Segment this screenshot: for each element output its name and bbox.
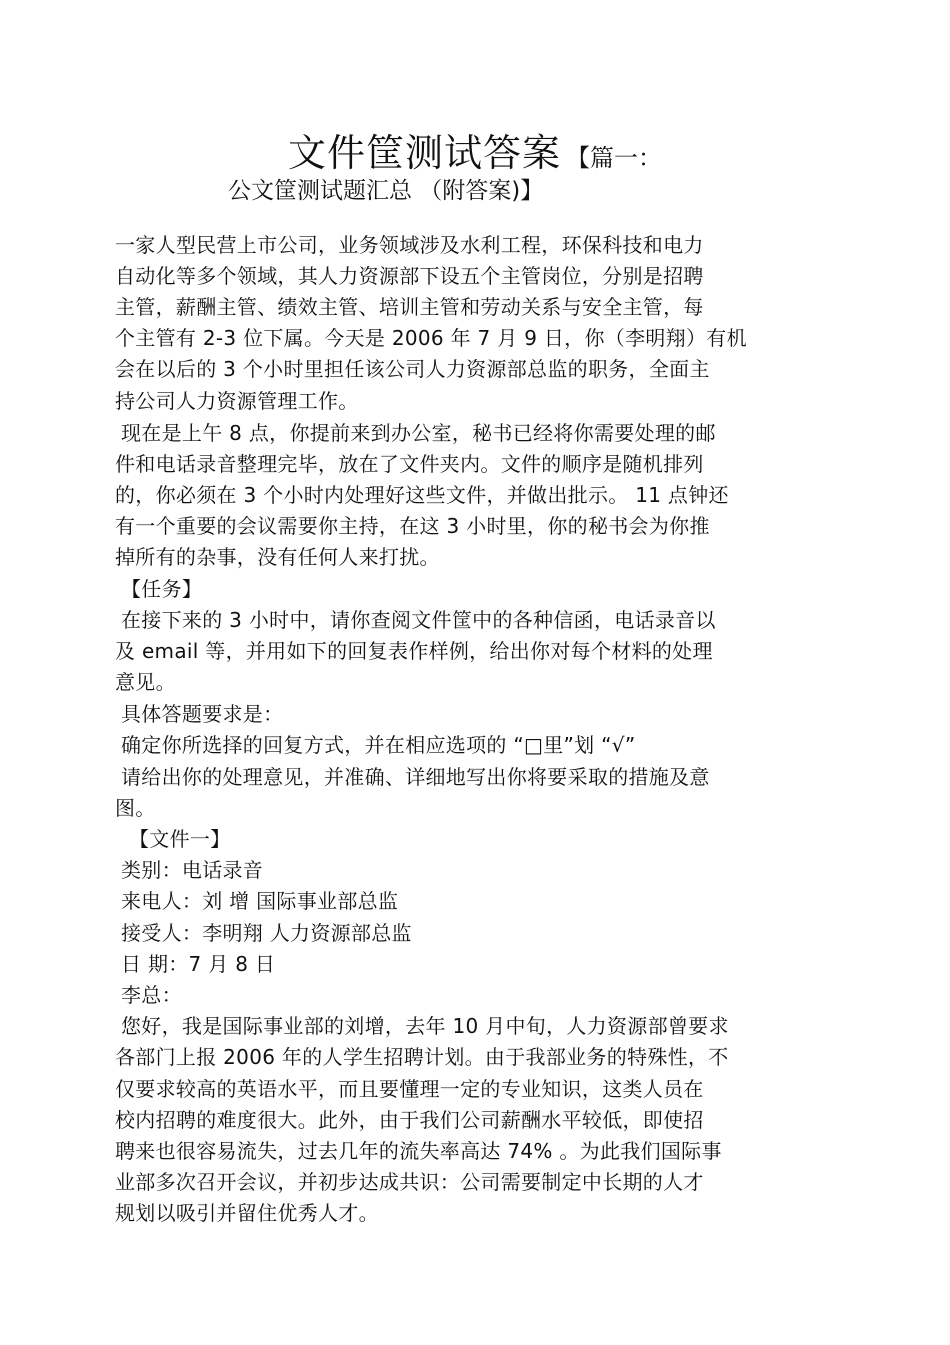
text-line: 您好，我是国际事业部的刘增，去年 10 月中旬，人力资源部曾要求 [121, 1014, 729, 1038]
text-line: 有一个重要的会议需要你主持，在这 3 小时里，你的秘书会为你推 [115, 514, 710, 538]
title-tail: 【篇一： [566, 144, 663, 172]
text-line: 校内招聘的难度很大。此外，由于我们公司薪酬水平较低，即使招 [115, 1108, 704, 1132]
text-line: 仅要求较高的英语水平，而且要懂理一定的专业知识，这类人员在 [115, 1077, 704, 1101]
text-line: 日 期：7 月 8 日 [121, 952, 276, 976]
text-line: 具体答题要求是： [121, 702, 284, 726]
title-main: 文件筐测试答案 [287, 131, 561, 175]
text-line: 及 email 等，并用如下的回复表作样例，给出你对每个材料的处理 [115, 639, 713, 663]
section-heading: 【任务】 [121, 577, 203, 601]
text-line: 持公司人力资源管理工作。 [115, 389, 359, 413]
text-line: 类别：电话录音 [121, 858, 264, 882]
text-line: 会在以后的 3 个小时里担任该公司人力资源部总监的职务，全面主 [115, 357, 710, 381]
text-line: 聘来也很容易流失，过去几年的流失率高达 74% 。为此我们国际事 [115, 1139, 722, 1163]
text-line: 图。 [115, 796, 156, 820]
text-line: 掉所有的杂事，没有任何人来打扰。 [115, 545, 440, 569]
text-line: 确定你所选择的回复方式，并在相应选项的 “□里”划 “√” [121, 733, 636, 757]
text-line: 一家人型民营上市公司，业务领域涉及水利工程，环保科技和电力 [115, 233, 704, 257]
text-line: 来电人：刘 增 国际事业部总监 [121, 889, 399, 913]
text-line: 规划以吸引并留住优秀人才。 [115, 1201, 379, 1225]
text-line: 主管，薪酬主管、绩效主管、培训主管和劳动关系与安全主管，每 [115, 295, 704, 319]
text-line: 个主管有 2-3 位下属。今天是 2006 年 7 月 9 日，你（李明翔）有机 [115, 326, 747, 350]
text-line: 接受人：李明翔 人力资源部总监 [121, 921, 412, 945]
section-heading: 【文件一】 [129, 827, 231, 851]
text-line: 意见。 [115, 670, 176, 694]
text-line: 在接下来的 3 小时中，请你查阅文件筐中的各种信函，电话录音以 [121, 608, 716, 632]
document-title [0, 122, 950, 177]
text-line: 自动化等多个领域，其人力资源部下设五个主管岗位，分别是招聘 [115, 264, 704, 288]
text-line: 各部门上报 2006 年的人学生招聘计划。由于我部业务的特殊性，不 [115, 1045, 729, 1069]
text-line: 件和电话录音整理完毕，放在了文件夹内。文件的顺序是随机排列 [115, 452, 704, 476]
text-line: 李总： [121, 983, 182, 1007]
text-line: 业部多次召开会议，并初步达成共识：公司需要制定中长期的人才 [115, 1170, 704, 1194]
document-subtitle: 公文筐测试题汇总 （附答案)】 [228, 178, 544, 204]
text-line: 的，你必须在 3 个小时内处理好这些文件，并做出批示。 11 点钟还 [115, 483, 729, 507]
text-line: 请给出你的处理意见，并准确、详细地写出你将要采取的措施及意 [121, 765, 710, 789]
text-line: 现在是上午 8 点，你提前来到办公室，秘书已经将你需要处理的邮 [121, 421, 716, 445]
